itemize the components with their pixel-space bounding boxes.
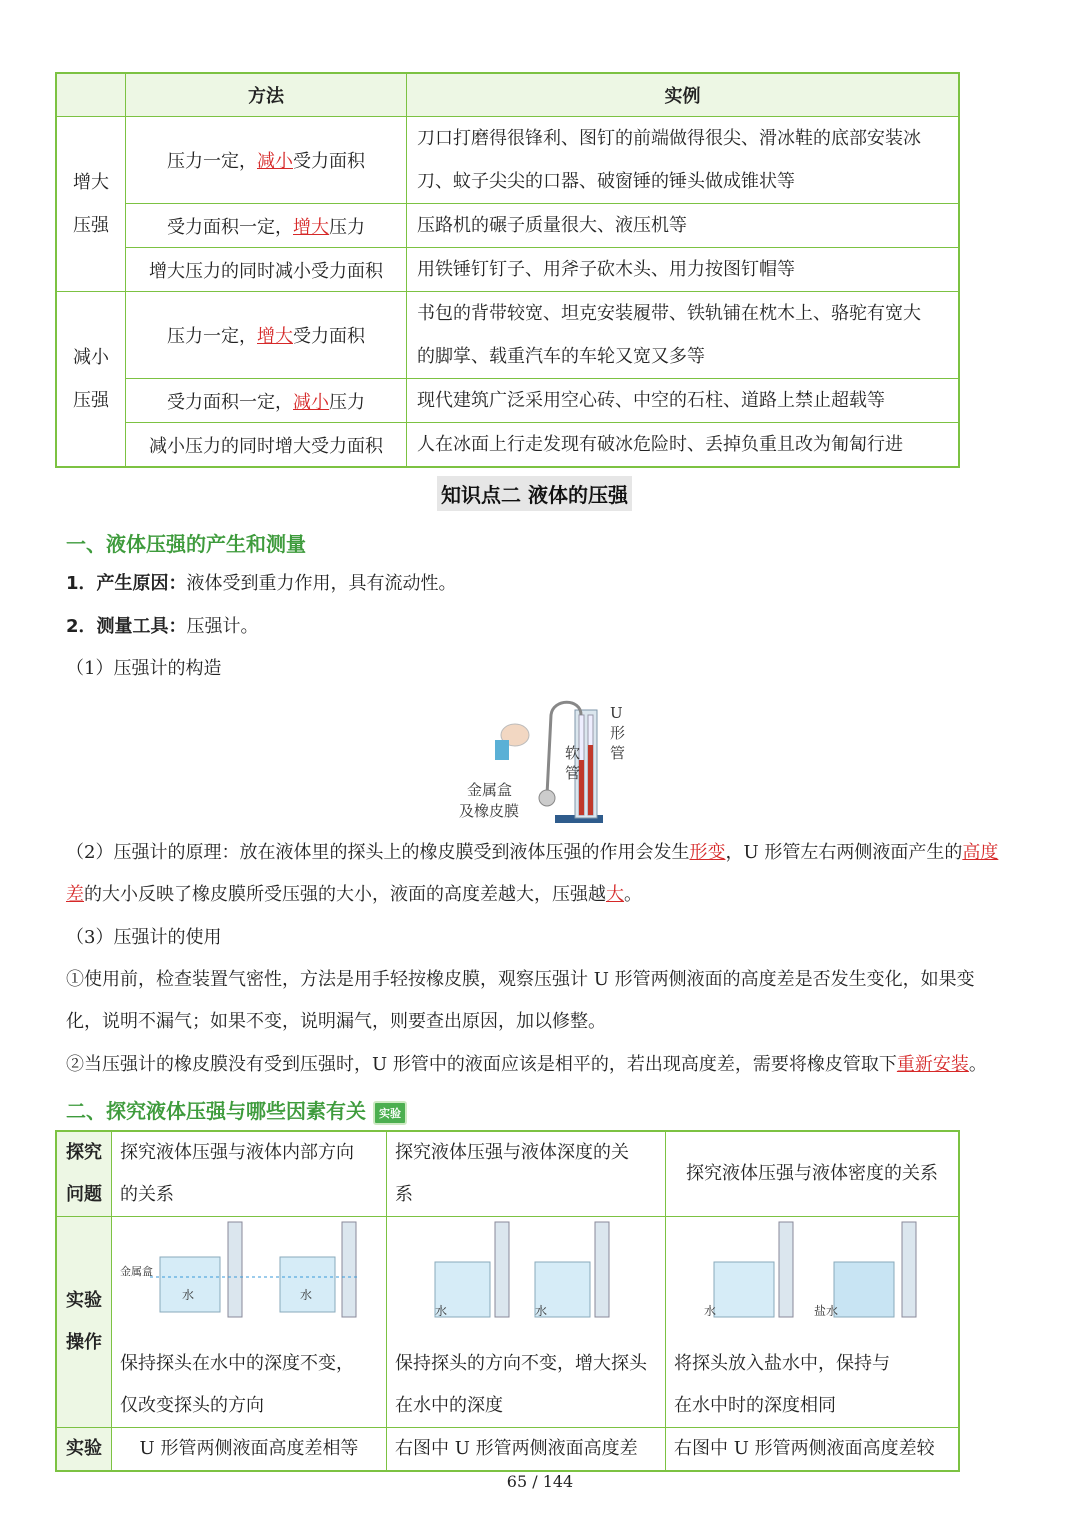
- label-ruan: 软: [565, 744, 581, 762]
- operation-cell: [387, 1217, 666, 1428]
- method-text: 压力一定，: [167, 151, 257, 172]
- method-text: 受力面积一定，: [167, 391, 293, 413]
- label-water: 水: [704, 1304, 717, 1318]
- para-label: 2．测量工具：: [66, 616, 187, 637]
- para-text: ②当压强计的橡皮膜没有受到压强时，U 形管中的液面应该是相平的，若出现高度差，需要将橡皮管取下: [66, 1054, 897, 1075]
- example-cell: 用铁锤钉钉子、用斧子砍木头、用力按图钉帽等: [407, 248, 960, 292]
- method-key: 减小: [293, 391, 329, 413]
- beaker: [714, 1262, 774, 1317]
- para-line: 化，说明不漏气；如果不变，说明漏气，则要查出原因，加以修整。: [66, 1011, 606, 1032]
- key-term: 重新安装: [896, 1054, 969, 1075]
- beaker: [280, 1257, 335, 1312]
- key-term: 形变: [689, 842, 726, 863]
- label-water: 水: [182, 1288, 195, 1302]
- example-line: 的脚掌、载重汽车的车轮又宽又多等: [417, 346, 705, 367]
- paragraph-tool: [66, 606, 259, 648]
- head-line: 实验: [66, 1290, 102, 1311]
- method-key: 减小: [257, 151, 293, 172]
- manometer: [595, 1222, 609, 1317]
- cell-line: 在水中时的深度相同: [674, 1395, 836, 1416]
- result-cell: 右图中 U 形管两侧液面高度差: [387, 1428, 666, 1472]
- label-metal-box: 金属盒: [120, 1265, 153, 1278]
- method-cell: [126, 117, 407, 204]
- paragraph-structure: （1）压强计的构造: [66, 658, 222, 679]
- metal-box: [539, 790, 555, 806]
- operation-cell: [666, 1217, 960, 1428]
- section-title-2: [66, 1095, 407, 1125]
- para-text: 液体受到重力作用，具有流动性。: [186, 573, 457, 594]
- category-line: 减小: [73, 347, 109, 368]
- head-line: 问题: [66, 1184, 102, 1205]
- example-line: 刀、蚊子尖尖的口器、破窗锤的锤头做成锥状等: [417, 171, 795, 192]
- label-guan2: 管: [565, 764, 581, 782]
- label-water: 水: [435, 1304, 448, 1318]
- para-label: 1．产生原因：: [66, 573, 187, 594]
- cell-line: 保持探头在水中的深度不变，: [120, 1353, 354, 1374]
- question-cell: [112, 1131, 387, 1217]
- method-cell: [126, 379, 407, 423]
- example-cell: [407, 117, 960, 204]
- table-header-empty: [56, 73, 126, 117]
- example-cell: 压路机的碾子质量很大、液压机等: [407, 204, 960, 248]
- row-head-question: [56, 1131, 112, 1217]
- paragraph-reinstall: [66, 1044, 1016, 1086]
- label-water: 水: [300, 1288, 313, 1302]
- method-cell: [126, 292, 407, 379]
- cell-line: 在水中的深度: [395, 1395, 503, 1416]
- table-header-method: 方法: [126, 73, 407, 117]
- cell-line: 探究液体压强与液体深度的关: [395, 1142, 629, 1163]
- category-line: 压强: [73, 390, 109, 411]
- manometer: [228, 1222, 242, 1317]
- label-guan: 管: [610, 744, 626, 762]
- beaker: [160, 1257, 220, 1312]
- manometer: [495, 1222, 509, 1317]
- head-line: 探究: [66, 1142, 102, 1163]
- cell-line: 保持探头的方向不变，增大探头: [395, 1353, 647, 1374]
- section-title-1: 一、液体压强的产生和测量: [66, 532, 306, 556]
- category-decrease: [56, 292, 126, 468]
- method-text: 压力: [329, 391, 365, 413]
- paragraph-principle: [66, 832, 1016, 916]
- paragraph-usage: （3）压强计的使用: [66, 927, 222, 948]
- label-box2: 及橡皮膜: [459, 802, 520, 820]
- beaker: [834, 1262, 894, 1317]
- experiment-figure-depth: [395, 1217, 650, 1327]
- label-u: U: [610, 704, 623, 722]
- method-key: 增大: [293, 216, 329, 238]
- manometer: [342, 1222, 356, 1317]
- cell-line: 将探头放入盐水中，保持与: [674, 1353, 890, 1374]
- table-header-example: 实例: [407, 73, 960, 117]
- cell-line: 探究液体压强与液体内部方向: [120, 1142, 354, 1163]
- label-xing: 形: [610, 724, 626, 742]
- experiment-table: [55, 1130, 960, 1472]
- para-text: 。: [968, 1054, 987, 1075]
- para-text: 。: [624, 884, 642, 905]
- method-cell: [126, 204, 407, 248]
- category-line: 增大: [73, 172, 109, 193]
- para-text: 压强计。: [186, 616, 259, 637]
- para-text: （2）压强计的原理：放在液体里的探头上的橡皮膜受到液体压强的作用会发生: [66, 842, 690, 863]
- example-cell: [407, 292, 960, 379]
- section-text: 二、探究液体压强与哪些因素有关: [66, 1099, 366, 1123]
- category-line: 压强: [73, 215, 109, 236]
- manometer-figure: [455, 700, 635, 828]
- paragraph-check: [66, 959, 1016, 1043]
- manometer: [779, 1222, 793, 1317]
- method-text: 受力面积: [293, 326, 365, 347]
- method-key: 增大: [257, 326, 293, 347]
- manometer: [902, 1222, 916, 1317]
- knowledge-heading: 知识点二 液体的压强: [437, 476, 632, 511]
- operation-cell: [112, 1217, 387, 1428]
- result-cell: 右图中 U 形管两侧液面高度差较: [666, 1428, 960, 1472]
- experiment-badge: 实验: [373, 1101, 407, 1125]
- example-line: 书包的背带较宽、坦克安装履带、铁轨铺在枕木上、骆驼有宽大: [417, 303, 921, 324]
- page-number: 65 / 144: [506, 1472, 574, 1491]
- question-cell: 探究液体压强与液体密度的关系: [666, 1131, 960, 1217]
- example-cell: 人在冰面上行走发现有破冰危险时、丢掉负重且改为匍匐行进: [407, 423, 960, 468]
- sleeve: [495, 740, 509, 760]
- experiment-figure-direction: [120, 1217, 375, 1327]
- para-text: ，U 形管左右两侧液面产生的: [725, 842, 963, 863]
- label-salt-water: 盐水: [814, 1304, 839, 1318]
- label-box1: 金属盒: [467, 781, 513, 799]
- question-cell: [387, 1131, 666, 1217]
- cell-line: 系: [395, 1184, 413, 1205]
- method-text: 压力: [329, 216, 365, 238]
- example-line: 刀口打磨得很锋利、图钉的前端做得很尖、滑冰鞋的底部安装冰: [417, 128, 921, 149]
- head-line: 操作: [66, 1332, 102, 1353]
- row-head-result: 实验: [56, 1428, 112, 1472]
- category-increase: [56, 117, 126, 292]
- method-text: 受力面积: [293, 151, 365, 172]
- key-term: 高度差: [66, 842, 999, 905]
- label-water: 水: [535, 1304, 548, 1318]
- paragraph-cause: [66, 563, 457, 605]
- method-cell: 增大压力的同时减小受力面积: [126, 248, 407, 292]
- cell-line: 仅改变探头的方向: [120, 1395, 264, 1416]
- row-head-operation: [56, 1217, 112, 1428]
- pressure-methods-table: [55, 72, 960, 468]
- cell-line: 的关系: [120, 1184, 174, 1205]
- example-cell: 现代建筑广泛采用空心砖、中空的石柱、道路上禁止超载等: [407, 379, 960, 423]
- liquid-right: [588, 745, 593, 815]
- para-text: 的大小反映了橡皮膜所受压强的大小，液面的高度差越大，压强越: [84, 884, 606, 905]
- method-text: 受力面积一定，: [167, 216, 293, 238]
- method-text: 压力一定，: [167, 326, 257, 347]
- method-cell: 减小压力的同时增大受力面积: [126, 423, 407, 468]
- result-cell: U 形管两侧液面高度差相等: [112, 1428, 387, 1472]
- key-term: 大: [606, 884, 624, 905]
- para-line: ①使用前，检查装置气密性，方法是用手轻按橡皮膜，观察压强计 U 形管两侧液面的高度差是否发生变化，如果变: [66, 969, 975, 990]
- experiment-figure-density: [674, 1217, 944, 1327]
